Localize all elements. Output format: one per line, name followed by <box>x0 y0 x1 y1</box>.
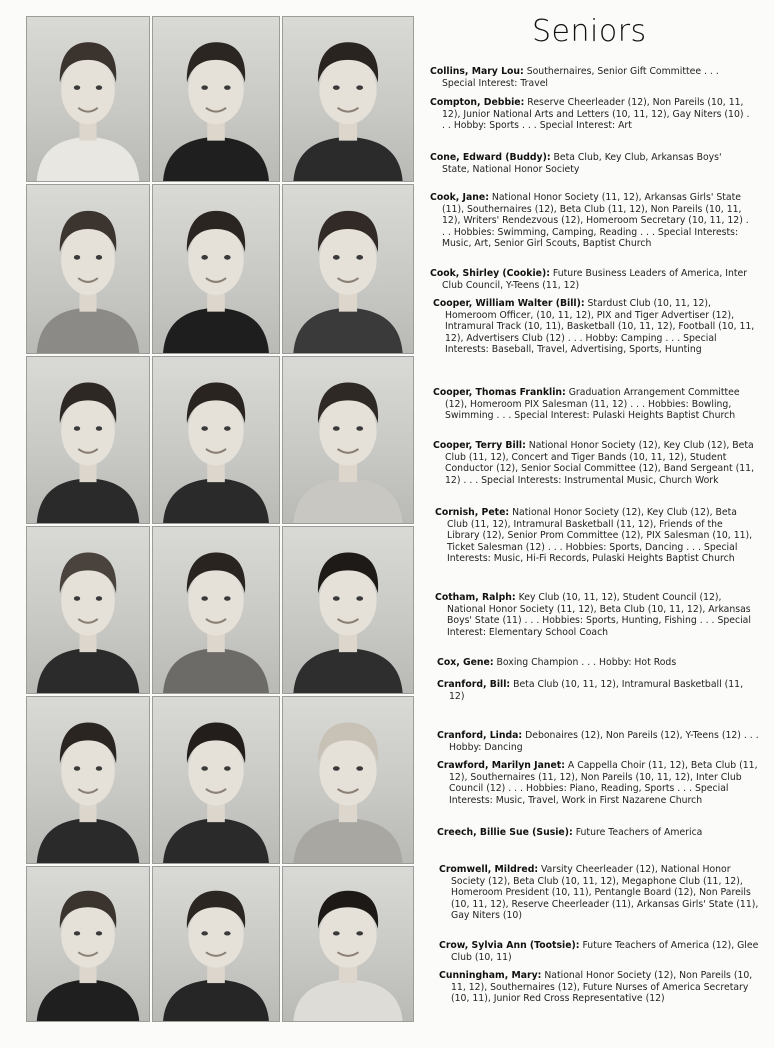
portrait-silhouette <box>283 185 413 353</box>
entry-cooper-thomas <box>433 387 755 422</box>
entry-text: Graduation Arrangement Committee (12), Homeroom PIX Salesman (11, 12) . . . Hobbies: Bowling, Swimming . . . Special Interest: Pulaski Heights Baptist Church <box>445 387 740 422</box>
senior-portrait <box>26 526 150 694</box>
portrait-silhouette <box>153 527 279 693</box>
portrait-silhouette <box>153 185 279 353</box>
entry-cooper-william <box>433 298 755 356</box>
entry-cranford-bill <box>437 679 759 702</box>
portrait-silhouette <box>27 527 149 693</box>
senior-portrait <box>152 696 280 864</box>
portrait-silhouette <box>153 867 279 1021</box>
entry-text: Boxing Champion . . . Hobby: Hot Rods <box>496 657 677 668</box>
portrait-silhouette <box>27 867 149 1021</box>
portrait-silhouette <box>283 527 413 693</box>
entry-creech <box>437 827 759 839</box>
entry-text: National Honor Society (11, 12), Arkansas Girls' State (11), Southernaires (12), Beta Club (11, 12), Non Pareils (10, 11, 12), Writers' Rendezvous (12), Homeroom Secretary (10, 11, 12) . . . Hobbies: Swimming, Camping, Reading . . . Special Interests: Music, Art, Senior Girl Scouts, Baptist Church <box>442 192 749 250</box>
entry-name: Crawford, Marilyn Janet: <box>437 760 565 771</box>
entry-name: Cook, Shirley (Cookie): <box>430 268 550 279</box>
senior-portrait <box>26 356 150 524</box>
senior-portrait <box>282 526 414 694</box>
entry-name: Cotham, Ralph: <box>435 592 516 603</box>
entry-name: Cornish, Pete: <box>435 507 510 518</box>
portrait-silhouette <box>283 867 413 1021</box>
entry-text: Beta Club (10, 11, 12), Intramural Basketball (11, 12) <box>449 679 744 702</box>
senior-portrait <box>282 696 414 864</box>
senior-portrait <box>152 184 280 354</box>
entry-text: Debonaires (12), Non Pareils (12), Y-Teens (12) . . . Hobby: Dancing <box>449 730 759 753</box>
entry-cook-jane <box>430 192 752 250</box>
entry-text: National Honor Society (12), Key Club (12), Beta Club (11, 12), Concert and Tiger Bands (10, 11, 12), Student Conductor (12), Senior Social Committee (12), Band Sergeant (11, 12) . . . Special Interests: Instrumental Music, Church Work <box>445 440 755 486</box>
entry-name: Cox, Gene: <box>437 657 494 668</box>
entry-crow <box>439 940 761 963</box>
senior-portrait <box>26 696 150 864</box>
entry-name: Cranford, Linda: <box>437 730 523 741</box>
senior-portrait <box>152 866 280 1022</box>
entry-text: Future Teachers of America (12), Glee Club (10, 11) <box>451 940 759 963</box>
senior-portrait <box>152 16 280 182</box>
senior-portrait <box>152 526 280 694</box>
senior-portrait <box>26 16 150 182</box>
entry-cone <box>430 152 752 175</box>
senior-portrait <box>26 184 150 354</box>
entry-name: Crow, Sylvia Ann (Tootsie): <box>439 940 580 951</box>
entry-text: Future Business Leaders of America, Inter Club Council, Y-Teens (11, 12) <box>442 268 748 291</box>
portrait-silhouette <box>283 697 413 863</box>
portrait-silhouette <box>27 17 149 181</box>
page-title: Seniors <box>532 14 647 49</box>
entry-name: Collins, Mary Lou: <box>430 66 524 77</box>
portrait-silhouette <box>283 357 413 523</box>
entry-cook-shirley <box>430 268 752 291</box>
portrait-silhouette <box>153 697 279 863</box>
entry-text: Stardust Club (10, 11, 12), Homeroom Officer, (10, 11, 12), PIX and Tiger Advertiser (12), Intramural Track (10, 11), Basketball (10, 11, 12), Football (10, 11, 12), Advertisers Club (12) . . . Hobby: Camping . . . Special Interests: Baseball, Travel, Advertising, Sports, Hunting <box>445 298 755 356</box>
senior-portrait <box>282 184 414 354</box>
entry-cooper-terry <box>433 440 755 486</box>
entry-crawford <box>437 760 759 806</box>
entry-cunningham <box>439 970 761 1005</box>
senior-portrait <box>282 356 414 524</box>
entry-cromwell <box>439 864 761 922</box>
entry-name: Cone, Edward (Buddy): <box>430 152 551 163</box>
senior-portrait <box>282 866 414 1022</box>
entry-name: Compton, Debbie: <box>430 97 525 108</box>
entry-cotham <box>435 592 757 638</box>
entry-text: Varsity Cheerleader (12), National Honor Society (12), Beta Club (10, 11, 12), Megaphone Club (11, 12), Homeroom President (10, 11), Pentangle Board (12), Non Pareils (10, 11, 12), Reserve Cheerleader (11), Arkansas Girls' State (11), Gay Niters (10) <box>451 864 759 922</box>
entry-collins <box>430 66 752 89</box>
entry-text: National Honor Society (12), Key Club (12), Beta Club (11, 12), Intramural Basketball (11, 12), Friends of the Library (12), Senior Prom Committee (12), PIX Salesman (10, 11), Ticket Salesman (12) . . . Hobbies: Sports, Dancing . . . Special Interests: Music, Hi-Fi Records, Pulaski Heights Baptist Church <box>447 507 753 565</box>
portrait-silhouette <box>27 697 149 863</box>
entry-text: Future Teachers of America <box>575 827 703 838</box>
entry-text: A Cappella Choir (11, 12), Beta Club (11, 12), Southernaires (11, 12), Non Pareils (10, 11, 12), Inter Club Council (12) . . . Hobbies: Piano, Reading, Sports . . . Special Interests: Music, Travel, Work in First Nazarene Church <box>449 760 758 806</box>
senior-portrait <box>26 866 150 1022</box>
entry-text: National Honor Society (12), Non Pareils (10, 11, 12), Southernaires (12), Future Nurses of America Secretary (10, 11), Junior Red Cross Representative (12) <box>451 970 753 1005</box>
entry-name: Cook, Jane: <box>430 192 489 203</box>
entry-name: Cooper, William Walter (Bill): <box>433 298 585 309</box>
entry-compton <box>430 97 752 132</box>
senior-portrait <box>282 16 414 182</box>
portrait-silhouette <box>27 185 149 353</box>
portrait-silhouette <box>153 357 279 523</box>
entry-text: Reserve Cheerleader (12), Non Pareils (10, 11, 12), Junior National Arts and Letters (10, 11, 12), Gay Niters (10) . . . Hobby: Sports . . . Special Interest: Art <box>442 97 750 132</box>
entry-name: Cranford, Bill: <box>437 679 511 690</box>
entry-cox <box>437 657 759 669</box>
entry-name: Cooper, Thomas Franklin: <box>433 387 566 398</box>
entry-cornish <box>435 507 757 565</box>
portrait-silhouette <box>283 17 413 181</box>
portrait-silhouette <box>153 17 279 181</box>
entry-name: Creech, Billie Sue (Susie): <box>437 827 573 838</box>
entry-text: Beta Club, Key Club, Arkansas Boys' State, National Honor Society <box>442 152 722 175</box>
entry-text: Key Club (10, 11, 12), Student Council (12), National Honor Society (11, 12), Beta Club (10, 11, 12), Arkansas Boys' State (11) . . . Hobbies: Sports, Hunting, Fishing . . . Special Interest: Elementary School Coach <box>447 592 751 638</box>
entry-cranford-linda <box>437 730 759 753</box>
senior-portrait <box>152 356 280 524</box>
entry-name: Cunningham, Mary: <box>439 970 542 981</box>
entry-text: Southernaires, Senior Gift Committee . . . Special Interest: Travel <box>442 66 719 89</box>
entry-name: Cooper, Terry Bill: <box>433 440 526 451</box>
portrait-silhouette <box>27 357 149 523</box>
portrait-grid <box>26 16 414 1022</box>
entry-name: Cromwell, Mildred: <box>439 864 539 875</box>
